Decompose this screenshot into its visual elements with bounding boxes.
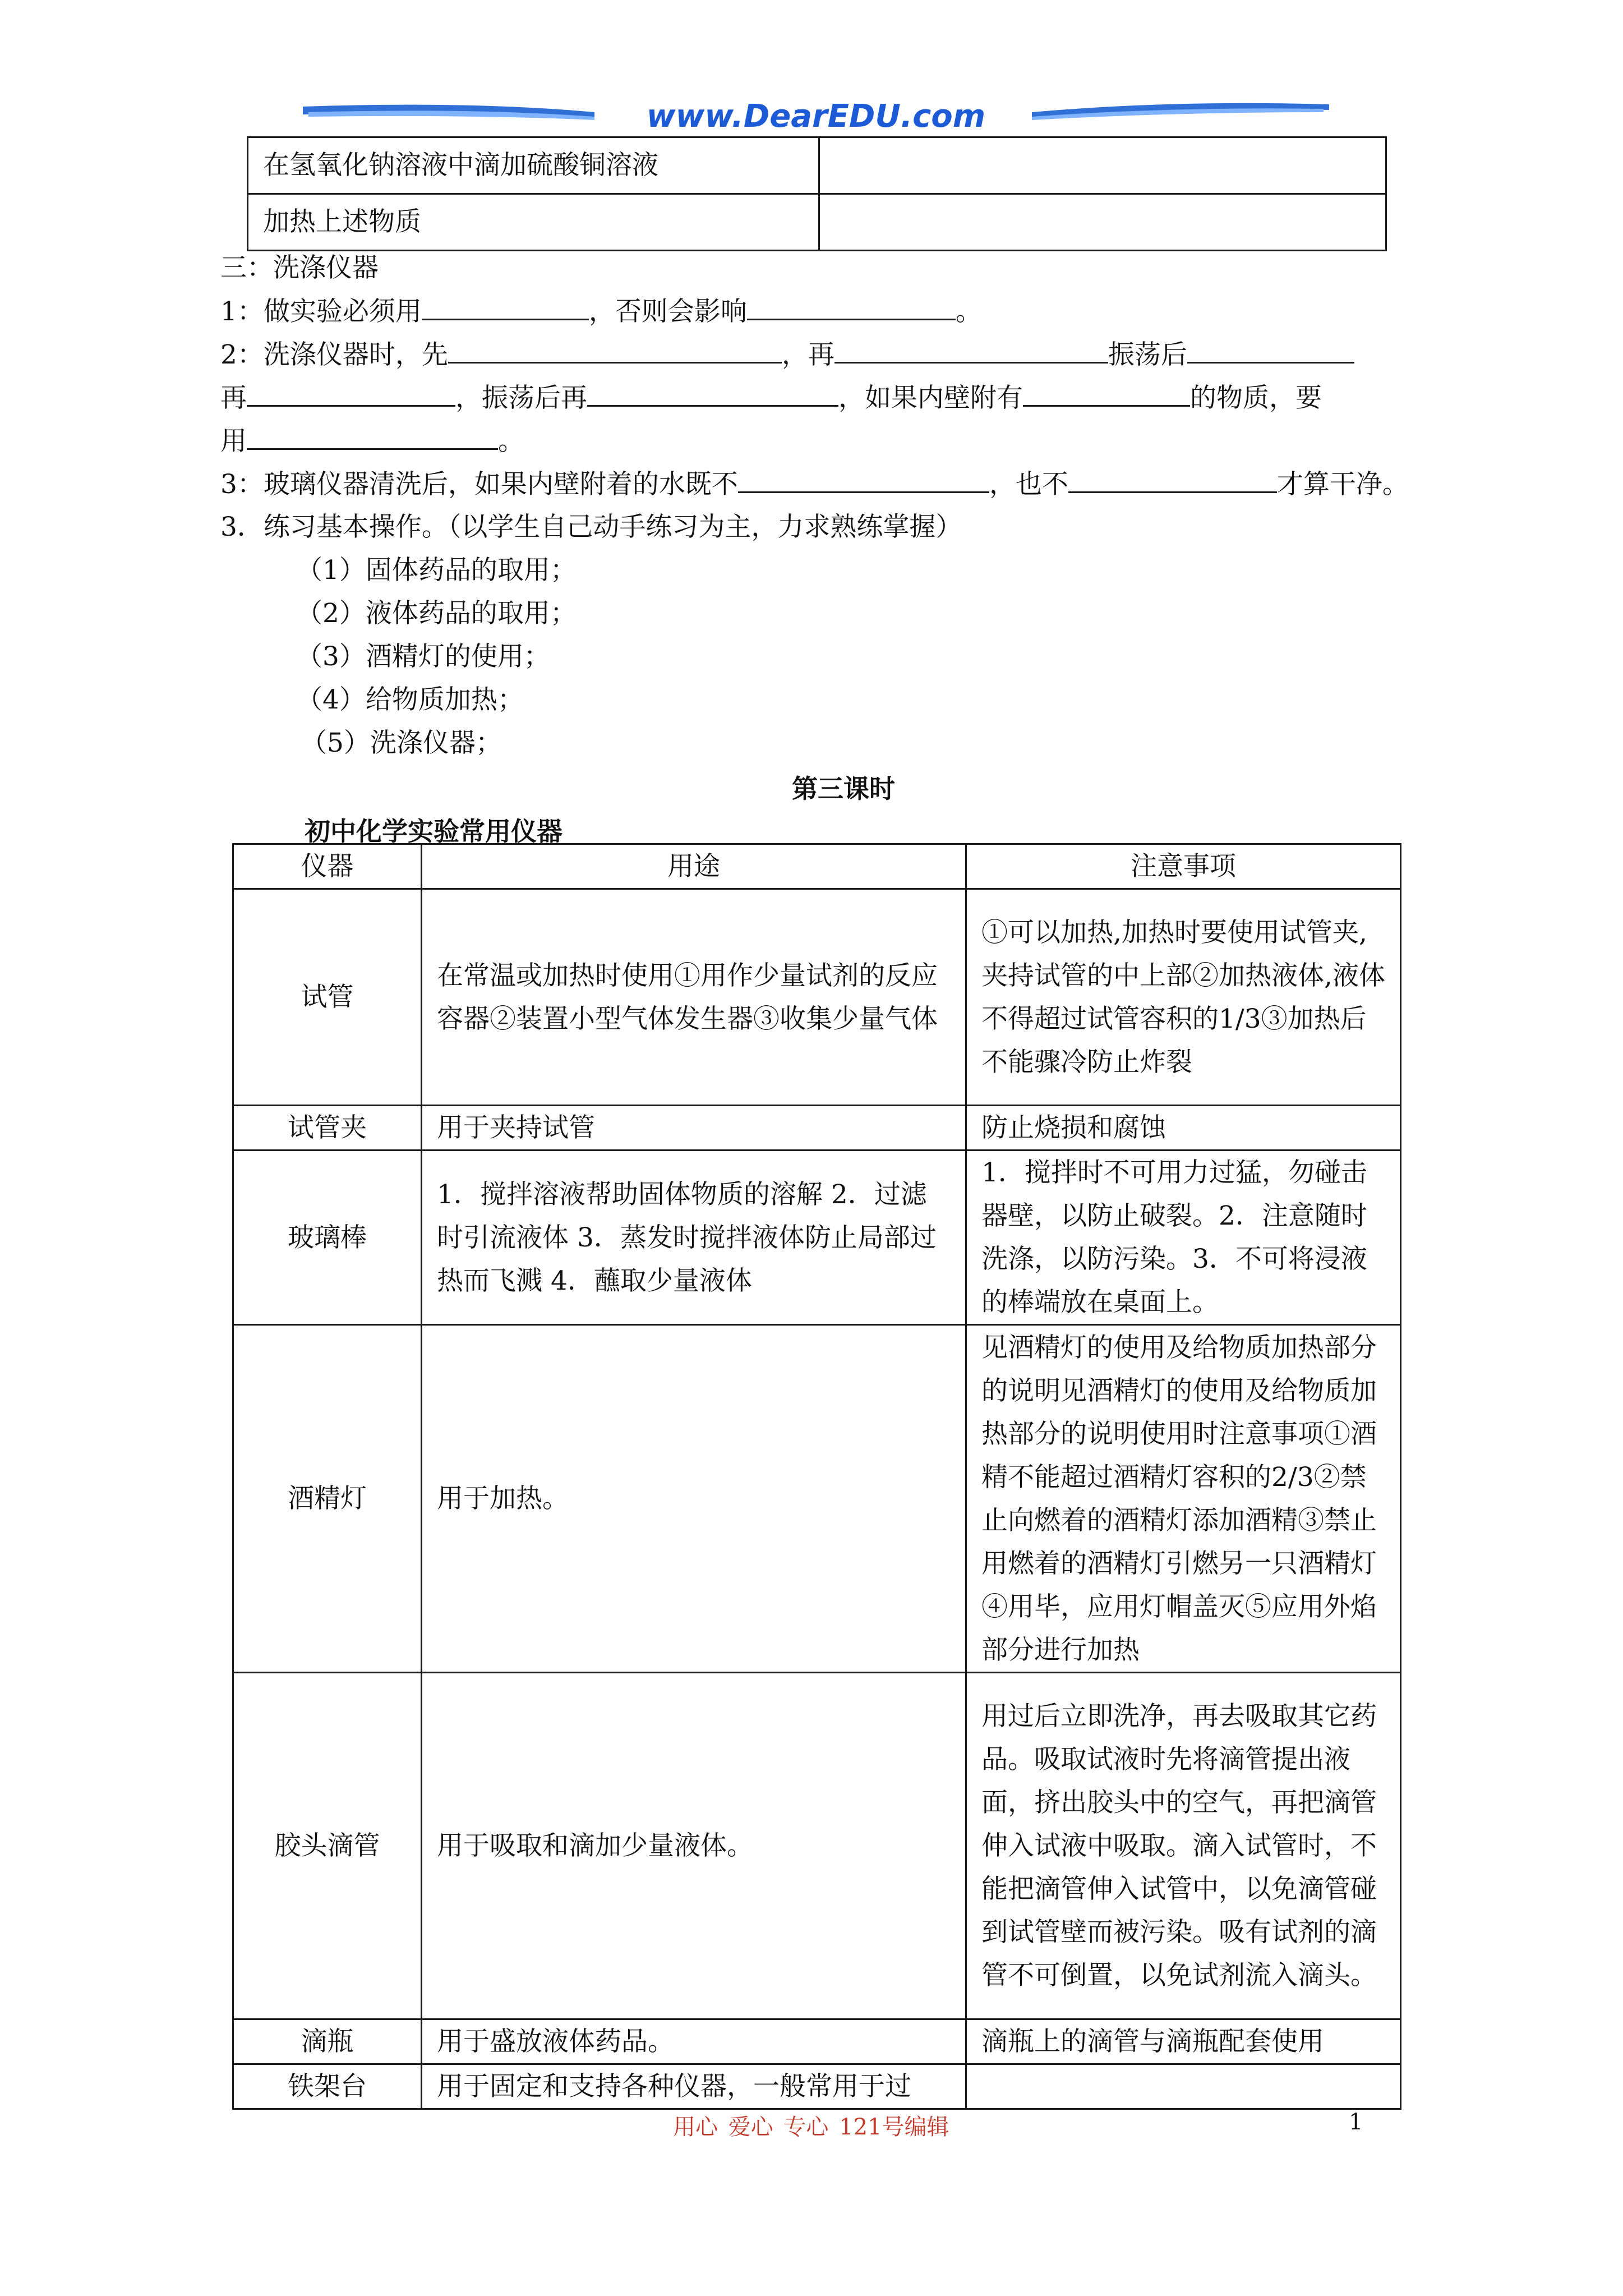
table-row [233, 1673, 1401, 2019]
instrument-use: 用于吸取和滴加少量液体。 [422, 1673, 966, 2019]
instrument-name: 滴瓶 [233, 2019, 422, 2064]
section-title: 三：洗涤仪器 [220, 252, 379, 283]
instrument-name: 试管夹 [233, 1106, 422, 1151]
fill-blank [834, 333, 1108, 364]
fill-blank [587, 376, 838, 407]
exercise-line-2-end: 用 。 [220, 419, 524, 463]
instrument-note: 用过后立即洗净，再去吸取其它药品。吸取试液时先将滴管提出液面，挤出胶头中的空气，再把滴管伸入试液中吸取。滴入试管时，不能把滴管伸入试管中，以免滴管碰到试管壁而被污染。吸有试剂的滴管不可倒置，以免试剂流入滴头。 [966, 1673, 1401, 2019]
table-row [233, 1106, 1401, 1151]
fill-blank [1187, 333, 1354, 364]
instrument-use: 用于盛放液体药品。 [422, 2019, 966, 2064]
fill-blank [738, 462, 989, 493]
column-header: 注意事项 [966, 844, 1401, 889]
exercise-line-3: 3：玻璃仪器清洗后，如果内壁附着的水既不 ，也不 才算干净。 [220, 462, 1409, 507]
instrument-use: 用于加热。 [422, 1325, 966, 1673]
table-title: 初中化学实验常用仪器 [305, 816, 562, 846]
exercise-line-2-cont: 再 ，振荡后再 ，如果内壁附有 的物质，要 [220, 376, 1322, 420]
reaction-table [247, 136, 1387, 251]
instrument-note: 见酒精灯的使用及给物质加热部分的说明见酒精灯的使用及给物质加热部分的说明使用时注意事项①酒精不能超过酒精灯容积的2/3②禁止向燃着的酒精灯添加酒精③禁止用燃着的酒精灯引燃另一只酒精灯④用毕，应用灯帽盖灭⑤应用外焰部分进行加热 [966, 1325, 1401, 1673]
page-number: 1 [1349, 2109, 1363, 2135]
instrument-name: 玻璃棒 [233, 1151, 422, 1325]
instrument-use: 用于固定和支持各种仪器，一般常用于过 [422, 2064, 966, 2109]
table-row [248, 194, 1386, 251]
instrument-note [966, 2064, 1401, 2109]
table-cell [819, 194, 1386, 251]
fill-blank [448, 333, 782, 364]
fill-blank [247, 419, 498, 450]
practice-title: 3．练习基本操作。（以学生自己动手练习为主，力求熟练掌握） [220, 512, 962, 542]
lesson-title: 第三课时 [792, 774, 895, 804]
table-row [233, 1325, 1401, 1673]
table-cell: 加热上述物质 [248, 194, 819, 251]
table-cell [819, 137, 1386, 194]
column-header: 仪器 [233, 844, 422, 889]
instrument-name: 酒精灯 [233, 1325, 422, 1673]
exercise-line-1: 1：做实验必须用 ，否则会影响 。 [220, 289, 982, 334]
practice-item: （5）洗涤仪器； [301, 728, 502, 758]
table-row [248, 137, 1386, 194]
instrument-name: 胶头滴管 [233, 1673, 422, 2019]
fill-blank [247, 376, 455, 407]
table-cell: 在氢氧化钠溶液中滴加硫酸铜溶液 [248, 137, 819, 194]
instrument-use: 1．搅拌溶液帮助固体物质的溶解 2．过滤时引流液体 3．蒸发时搅拌液体防止局部过热而飞溅 4．蘸取少量液体 [422, 1151, 966, 1325]
practice-item: （3）酒精灯的使用； [296, 641, 550, 672]
practice-item: （4）给物质加热； [296, 684, 524, 715]
fill-blank [747, 289, 956, 320]
instrument-note: ①可以加热,加热时要使用试管夹,夹持试管的中上部②加热液体,液体不得超过试管容积的1/3③加热后不能骤冷防止炸裂 [966, 889, 1401, 1106]
exercise-line-2: 2：洗涤仪器时，先 ，再 振荡后 [220, 333, 1354, 377]
table-row [233, 1151, 1401, 1325]
instrument-use: 用于夹持试管 [422, 1106, 966, 1151]
practice-item: （1）固体药品的取用； [296, 555, 577, 586]
table-row [233, 2064, 1401, 2109]
instrument-table [232, 843, 1401, 2110]
instrument-use: 在常温或加热时使用①用作少量试剂的反应容器②装置小型气体发生器③收集少量气体 [422, 889, 966, 1106]
table-row [233, 889, 1401, 1106]
table-row [233, 2019, 1401, 2064]
fill-blank [422, 289, 589, 320]
practice-item: （2）液体药品的取用； [296, 598, 577, 629]
fill-blank [1023, 376, 1190, 407]
instrument-note: 防止烧损和腐蚀 [966, 1106, 1401, 1151]
instrument-note: 1．搅拌时不可用力过猛，勿碰击器壁，以防止破裂。2．注意随时洗涤，以防污染。3．不可将浸液的棒端放在桌面上。 [966, 1151, 1401, 1325]
table-header-row [233, 844, 1401, 889]
logo-text: www.DearEDU.com [646, 100, 986, 135]
fill-blank [1068, 462, 1277, 493]
instrument-name: 铁架台 [233, 2064, 422, 2109]
instrument-name: 试管 [233, 889, 422, 1106]
column-header: 用途 [422, 844, 966, 889]
instrument-note: 滴瓶上的滴管与滴瓶配套使用 [966, 2019, 1401, 2064]
page-footer: 用心 爱心 专心 121号编辑 [673, 2114, 949, 2140]
